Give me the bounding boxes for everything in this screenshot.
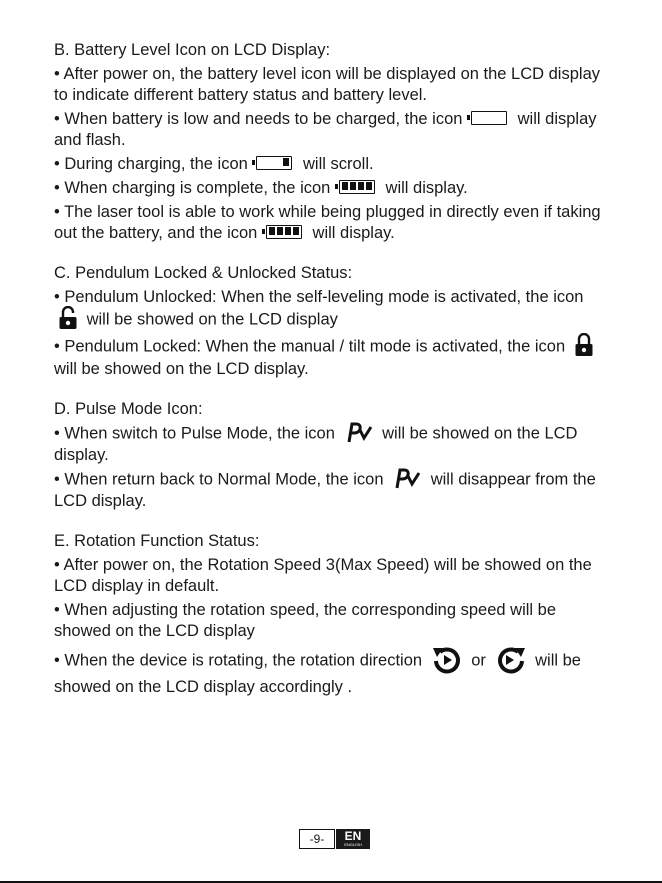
section-pulse bbox=[54, 399, 614, 512]
paragraph: • After power on, the Rotation Speed 3(Max Speed) will be showed on the LCD display in default. bbox=[54, 556, 592, 595]
section-pendulum bbox=[54, 263, 614, 380]
unlocked-padlock-icon bbox=[58, 306, 78, 330]
pulse-mode-icon bbox=[344, 421, 374, 443]
section-battery bbox=[54, 40, 614, 244]
text: • When the device is rotating, the rotation direction bbox=[54, 651, 423, 670]
paragraph: • After power on, the battery level icon will be displayed on the LCD display to indicate different battery status and battery level. bbox=[54, 65, 600, 104]
paragraph bbox=[54, 287, 614, 332]
term: • Pendulum Unlocked bbox=[54, 288, 213, 306]
paragraph bbox=[54, 202, 614, 244]
battery-empty-icon bbox=[471, 111, 507, 125]
text: • When return back to Normal Mode, the icon bbox=[54, 470, 384, 489]
battery-full-icon bbox=[266, 225, 302, 239]
text: or bbox=[471, 651, 486, 670]
page-number: -9- bbox=[299, 829, 335, 849]
text: • When switch to Pulse Mode, the icon bbox=[54, 424, 335, 443]
paragraph bbox=[54, 178, 614, 199]
paragraph: • When adjusting the rotation speed, the corresponding speed will be showed on the LCD display bbox=[54, 601, 557, 640]
text: will be showed on the LCD display bbox=[86, 310, 338, 329]
text: • When charging is complete, the icon bbox=[54, 179, 331, 197]
section-heading: D. Pulse Mode Icon: bbox=[54, 400, 203, 418]
manual-page bbox=[54, 40, 614, 717]
pulse-mode-icon bbox=[392, 467, 422, 489]
page-footer bbox=[299, 829, 370, 849]
text: will be showed on the LCD display. bbox=[54, 360, 309, 378]
rotate-clockwise-icon bbox=[495, 644, 527, 676]
rotate-counterclockwise-icon bbox=[431, 644, 463, 676]
paragraph bbox=[54, 109, 614, 151]
language-badge bbox=[336, 829, 370, 849]
text: will be showed on the LCD display. bbox=[54, 424, 578, 464]
section-heading: C. Pendulum Locked & Unlocked Status: bbox=[54, 264, 353, 282]
text: will disappear from the LCD display. bbox=[54, 470, 596, 510]
paragraph bbox=[54, 423, 614, 466]
section-rotation bbox=[54, 531, 614, 698]
paragraph bbox=[54, 645, 614, 698]
battery-full-icon bbox=[339, 180, 375, 194]
language-name: ENGLISH bbox=[344, 842, 362, 847]
section-heading: B. Battery Level Icon on LCD Display: bbox=[54, 41, 331, 59]
battery-charging-icon bbox=[256, 156, 292, 170]
text: will display and flash. bbox=[54, 110, 597, 149]
language-code: EN bbox=[344, 829, 362, 843]
paragraph bbox=[54, 154, 614, 175]
text: : When the manual / tilt mode is activated, the icon bbox=[196, 337, 566, 356]
section-heading: E. Rotation Function Status: bbox=[54, 532, 260, 550]
text: • During charging, the icon bbox=[54, 155, 248, 173]
paragraph bbox=[54, 335, 614, 380]
term: • Pendulum Locked bbox=[54, 337, 197, 356]
text: will display. bbox=[312, 224, 395, 242]
text: • The laser tool is able to work while being plugged in directly even if taking out the battery, and the icon bbox=[54, 203, 601, 242]
text: : When the self-leveling mode is activated, the icon bbox=[212, 288, 584, 306]
text: will scroll. bbox=[303, 155, 374, 173]
text: will display. bbox=[385, 179, 468, 197]
text: will be showed on the LCD display accordingly . bbox=[54, 651, 581, 696]
locked-padlock-icon bbox=[574, 333, 594, 357]
paragraph bbox=[54, 469, 614, 512]
text: • When battery is low and needs to be charged, the icon bbox=[54, 110, 463, 128]
